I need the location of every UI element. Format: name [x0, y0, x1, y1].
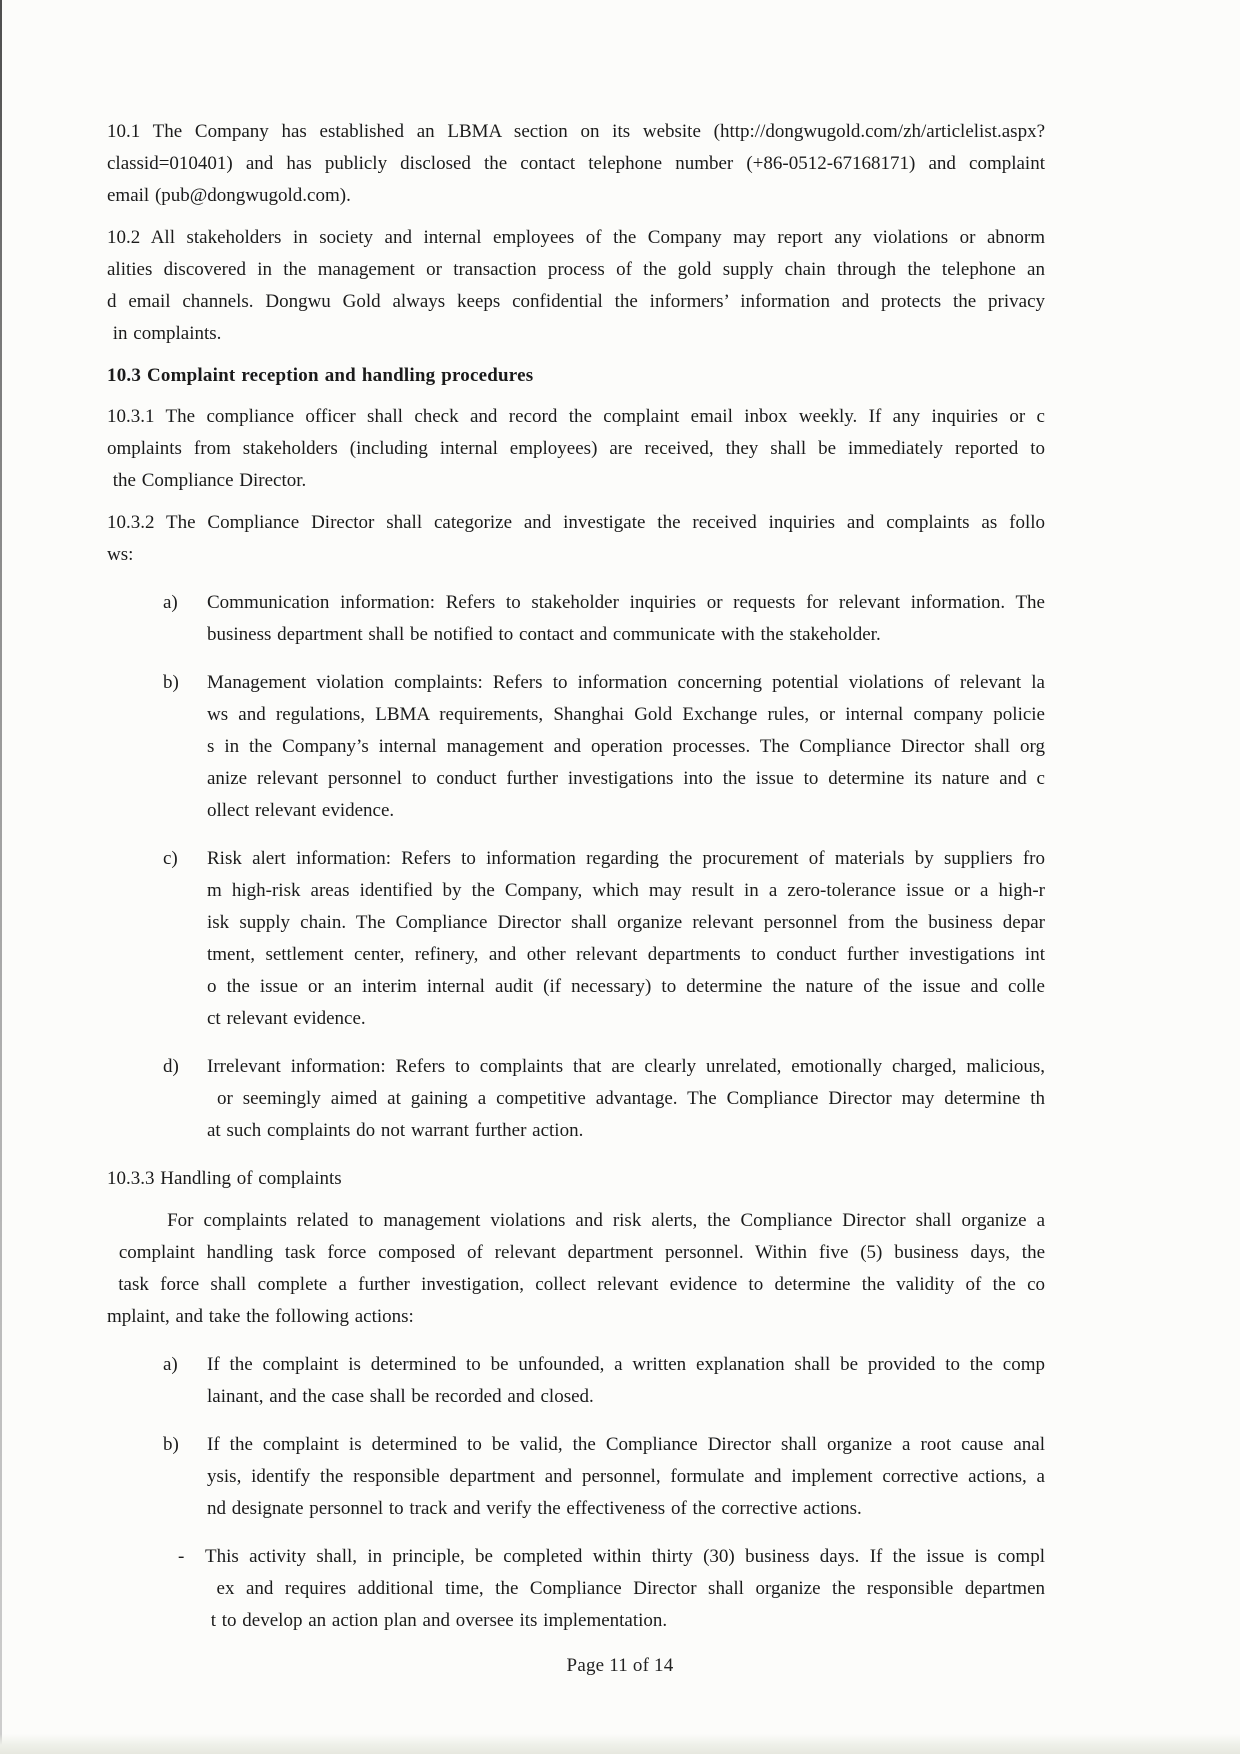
text-line: ollect relevant evidence.: [207, 800, 395, 821]
text-line: For complaints related to management violations and risk alerts, the Compliance Director shall organize a: [107, 1210, 1046, 1231]
paragraph: [107, 401, 1045, 497]
text-line: Risk alert information: Refers to information regarding the procurement of materials by suppliers fro: [207, 848, 1045, 869]
text-line: Communication information: Refers to stakeholder inquiries or requests for relevant information. The: [207, 592, 1045, 613]
text-line: 10.2 All stakeholders in society and internal employees of the Company may report any violations or abnorm: [107, 227, 1045, 248]
list-item: [107, 1429, 1045, 1525]
text-line: 10.3 Complaint reception and handling procedures: [107, 365, 534, 386]
text-line: ysis, identify the responsible department and personnel, formulate and implement corrective actions, a: [207, 1466, 1045, 1487]
text-line: d email channels. Dongwu Gold always keeps confidential the informers’ information and protects the privacy: [107, 291, 1045, 312]
list-marker: a): [163, 592, 178, 613]
text-line: task force shall complete a further investigation, collect relevant evidence to determine the validity of the co: [107, 1274, 1045, 1295]
paragraph: [107, 1163, 1045, 1195]
text-line: anize relevant personnel to conduct further investigations into the issue to determine its nature and c: [207, 768, 1045, 789]
list-marker: b): [163, 1434, 179, 1455]
list-marker: a): [163, 1354, 178, 1375]
paragraph: [107, 222, 1045, 350]
text-line: 10.3.2 The Compliance Director shall categorize and investigate the received inquiries and complaints as follo: [107, 512, 1045, 533]
text-line: ws and regulations, LBMA requirements, Shanghai Gold Exchange rules, or internal company policie: [207, 704, 1045, 725]
text-line: isk supply chain. The Compliance Director shall organize relevant personnel from the business depar: [207, 912, 1045, 933]
list-marker: d): [163, 1056, 179, 1077]
list-marker: b): [163, 672, 179, 693]
text-line: 10.3.1 The compliance officer shall check and record the complaint email inbox weekly. If any inquiries or c: [107, 406, 1045, 427]
text-line: alities discovered in the management or transaction process of the gold supply chain through the telephone an: [107, 259, 1045, 280]
paragraph: [107, 507, 1045, 571]
text-line: or seemingly aimed at gaining a competitive advantage. The Compliance Director may determine th: [207, 1088, 1045, 1109]
text-line: ws:: [107, 544, 134, 565]
list-item: [107, 587, 1045, 651]
heading: [107, 360, 1045, 392]
text-line: email (pub@dongwugold.com).: [107, 185, 351, 206]
text-line: s in the Company’s internal management and operation processes. The Compliance Director shall org: [207, 736, 1045, 757]
text-line: Irrelevant information: Refers to complaints that are clearly unrelated, emotionally charged, malicious,: [207, 1056, 1045, 1077]
text-line: If the complaint is determined to be valid, the Compliance Director shall organize a root cause anal: [207, 1434, 1045, 1455]
text-line: the Compliance Director.: [107, 470, 307, 491]
page-footer: Page 11 of 14: [566, 1655, 674, 1676]
text-line: ex and requires additional time, the Compliance Director shall organize the responsible departmen: [205, 1578, 1046, 1599]
paragraph: [107, 1205, 1045, 1333]
text-line: tment, settlement center, refinery, and other relevant departments to conduct further investigations int: [207, 944, 1045, 965]
text-line: omplaints from stakeholders (including internal employees) are received, they shall be immediately reported to: [107, 438, 1045, 459]
text-line: classid=010401) and has publicly disclosed the contact telephone number (+86-0512-67168171) and complaint: [107, 153, 1045, 174]
text-line: nd designate personnel to track and verify the effectiveness of the corrective actions.: [207, 1498, 862, 1519]
list-item: [107, 843, 1045, 1035]
list-item: [107, 667, 1045, 827]
paragraph: [107, 116, 1045, 212]
scan-bottom-edge-artifact: [0, 1734, 1240, 1754]
text-line: This activity shall, in principle, be completed within thirty (30) business days. If the issue is compl: [205, 1546, 1045, 1567]
text-line: business department shall be notified to contact and communicate with the stakeholder.: [207, 624, 881, 645]
text-line: Management violation complaints: Refers to information concerning potential violations of relevant la: [207, 672, 1045, 693]
scan-left-edge-artifact: [0, 0, 2, 1754]
text-line: t to develop an action plan and oversee its implementation.: [205, 1610, 668, 1631]
text-line: 10.1 The Company has established an LBMA section on its website (http://dongwugold.com/zh/articlelist.aspx?: [107, 121, 1045, 142]
text-line: at such complaints do not warrant further action.: [207, 1120, 584, 1141]
text-line: 10.3.3 Handling of complaints: [107, 1168, 342, 1189]
text-line: lainant, and the case shall be recorded and closed.: [207, 1386, 594, 1407]
text-line: If the complaint is determined to be unfounded, a written explanation shall be provided to the comp: [207, 1354, 1045, 1375]
document-body: [107, 116, 1045, 1653]
text-line: ct relevant evidence.: [207, 1008, 366, 1029]
list-marker: -: [178, 1546, 185, 1567]
list-item: [107, 1051, 1045, 1147]
text-line: o the issue or an interim internal audit (if necessary) to determine the nature of the issue and colle: [207, 976, 1045, 997]
text-line: in complaints.: [107, 323, 222, 344]
text-line: m high-risk areas identified by the Company, which may result in a zero-tolerance issue or a high-r: [207, 880, 1045, 901]
list-item: [107, 1349, 1045, 1413]
text-line: mplaint, and take the following actions:: [107, 1306, 414, 1327]
text-line: complaint handling task force composed of relevant department personnel. Within five (5) business days, the: [107, 1242, 1046, 1263]
list-marker: c): [163, 848, 178, 869]
dash-item: [107, 1541, 1045, 1637]
